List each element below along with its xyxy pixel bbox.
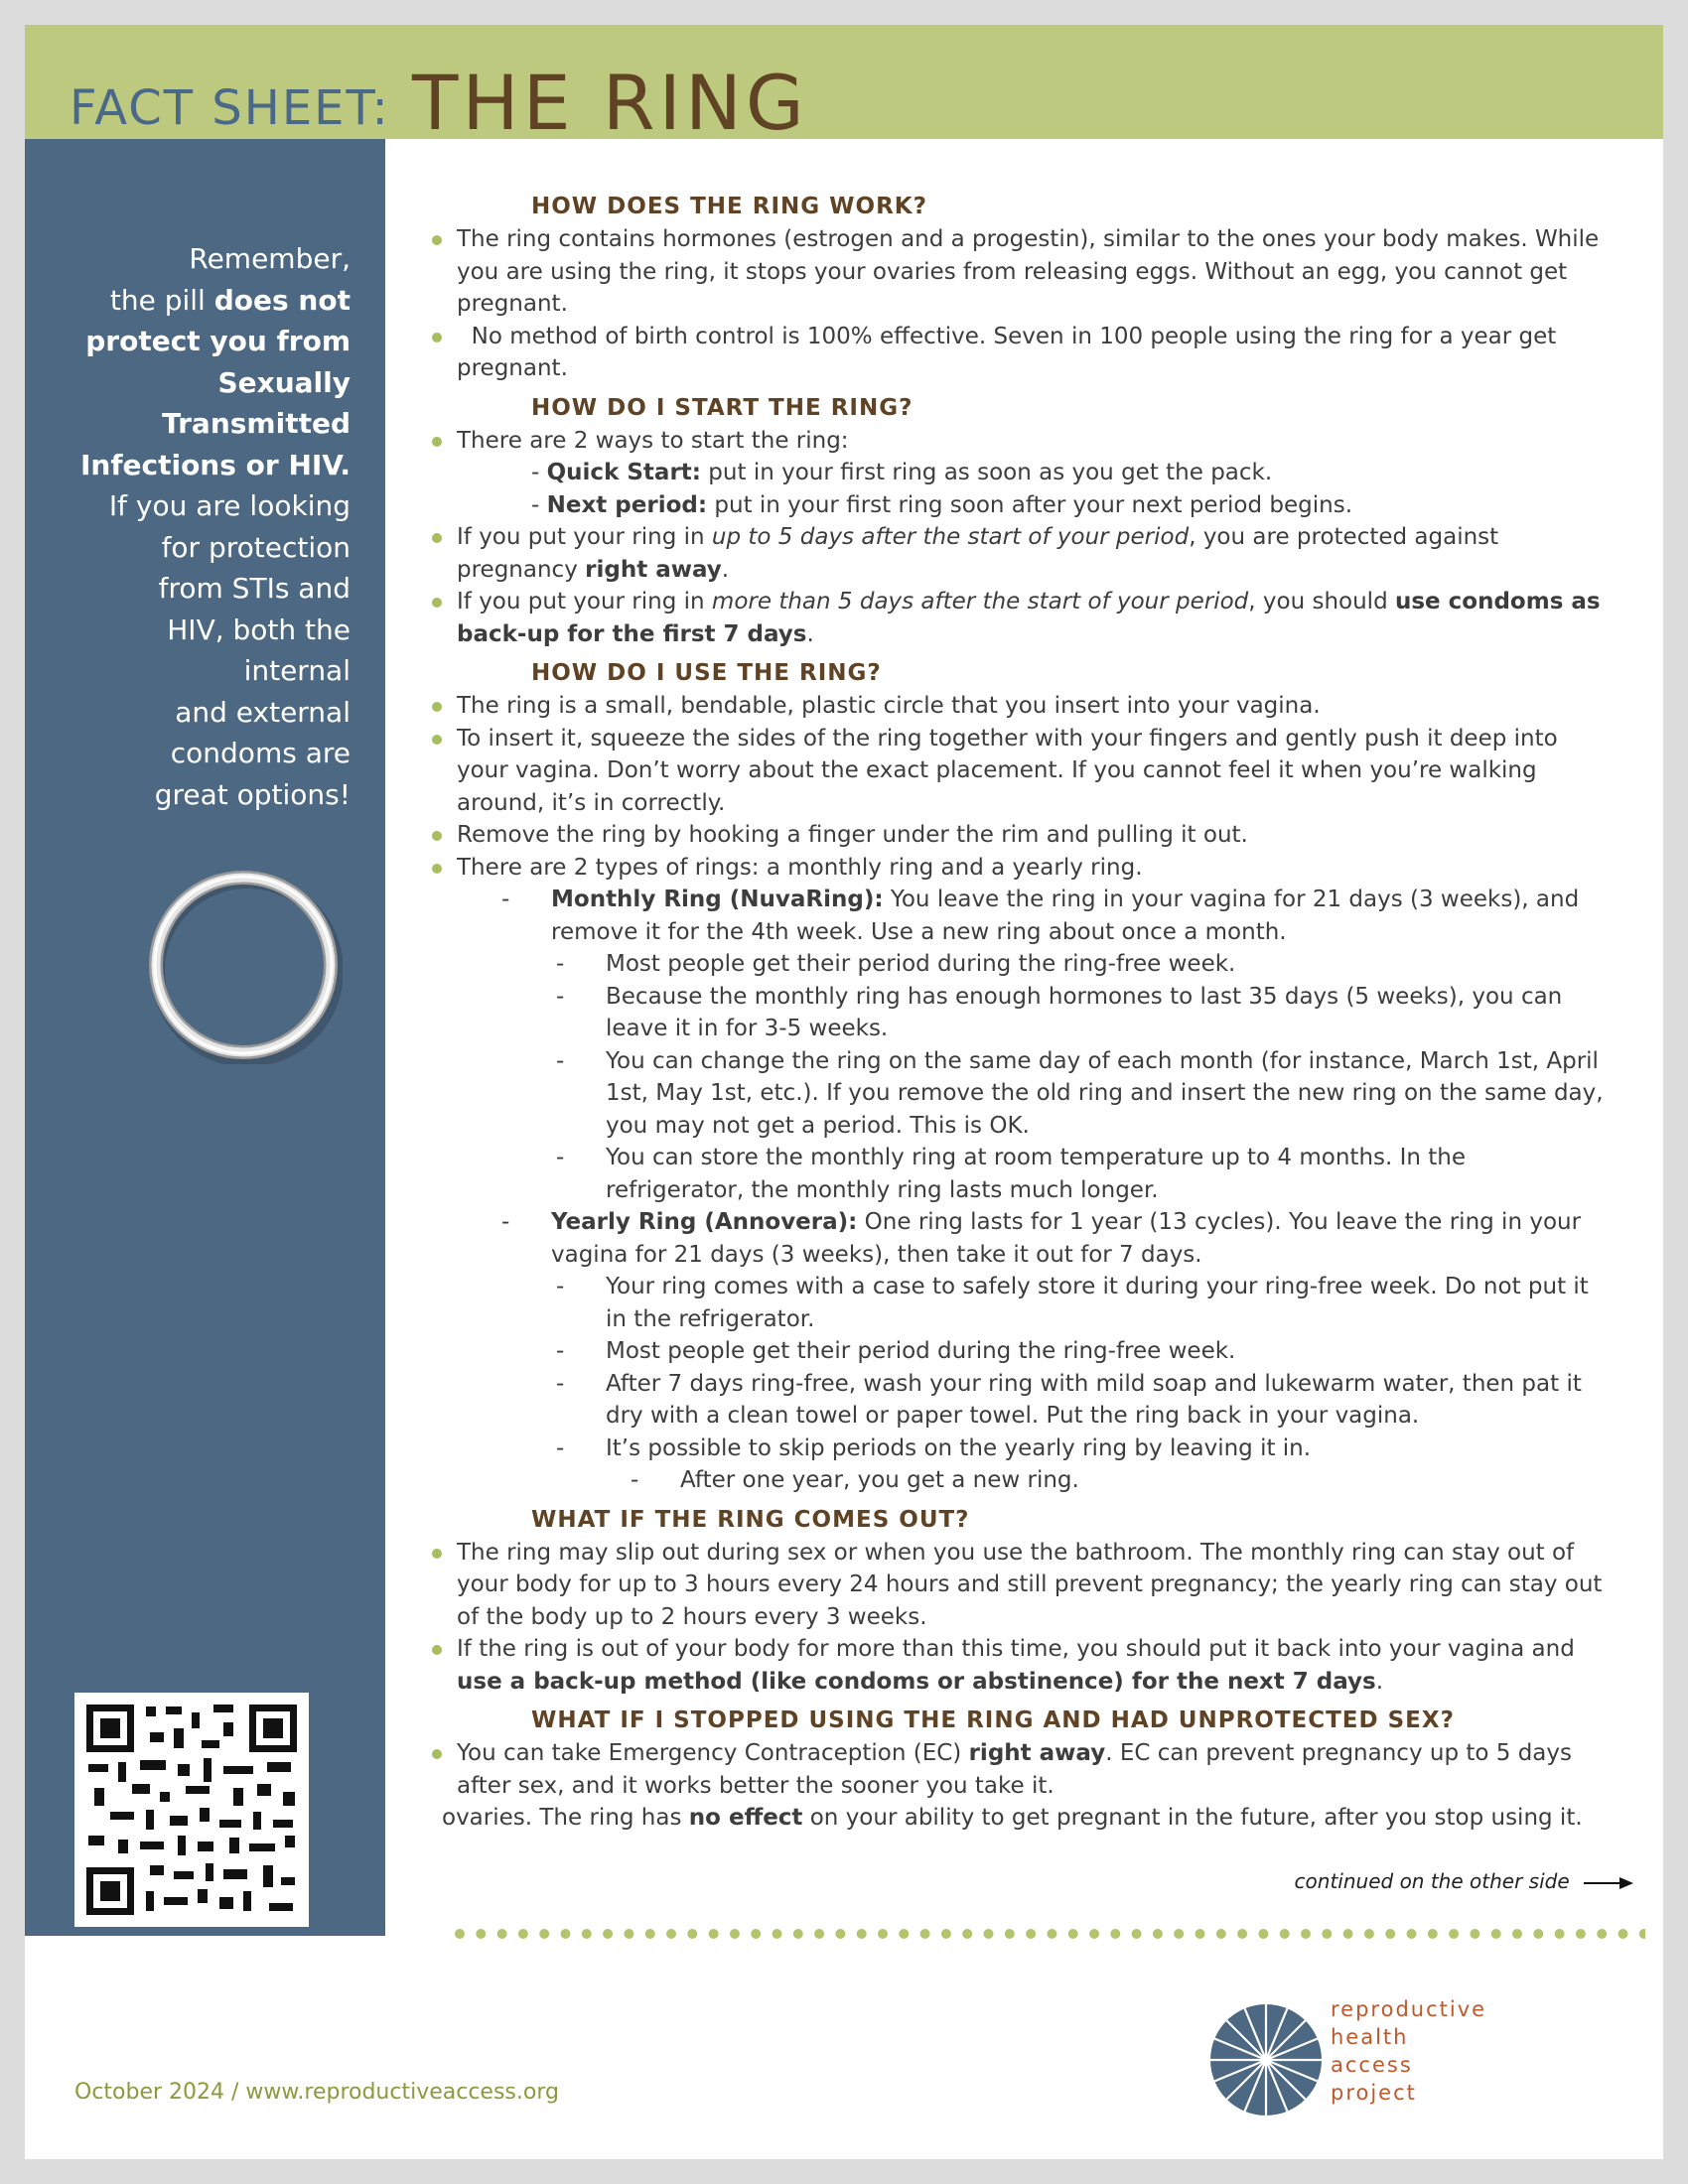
divider-dot [773,1929,782,1939]
note-line: and external [175,695,351,729]
note-line: Infections or HIV. [79,448,351,481]
sidebar-note [53,238,351,815]
divider-dot [1555,1929,1565,1939]
divider-dot [1237,1929,1247,1939]
logo-text: reproductive health access project [1331,1997,1487,2105]
note-line: Remember, [189,242,351,275]
paragraph: ovaries. The ring has no effect on your ability to get pregnant in the future, after you stop using it. [442,1805,1583,1831]
header-prefix: FACT SHEET: [70,80,390,136]
divider-dot [603,1929,613,1939]
divider-dot [518,1929,528,1939]
note-line: Transmitted [162,407,351,440]
divider-dot [624,1929,633,1939]
list-item: No method of birth control is 100% effective. Seven in 100 people using the ring for a year get pregnant. [432,321,1609,385]
note-line: Sexually [217,365,351,399]
page-title: THE RING [412,59,808,147]
section-heading: HOW DO I START THE RING? [531,394,914,421]
divider-dot [1110,1929,1120,1939]
divider-dot [1385,1929,1395,1939]
divider-dot [962,1929,972,1939]
list-subitem: - Your ring comes with a case to safely store it during your ring-free week. Do not put it in the refrigerator. [556,1274,1589,1332]
note-line: internal [243,654,351,687]
divider-dot [1196,1929,1205,1939]
list-item: The ring is a small, bendable, plastic circle that you insert into your vagina. [432,690,1609,723]
divider-dot [899,1929,909,1939]
divider-dot [1449,1929,1459,1939]
section-heading: HOW DO I USE THE RING? [531,660,882,686]
list-subitem: - Monthly Ring (NuvaRing): You leave the ring in your vagina for 21 days (3 weeks), and remove it for the 4th week. Use a new ring about once a month. [501,887,1580,945]
list-item: If you put your ring in more than 5 days after the start of your period, you should use condoms as back-up for the first 7 days. [432,586,1609,650]
divider-dot [1470,1929,1479,1939]
divider-dot [666,1929,676,1939]
list-item: You can take Emergency Contraception (EC) right away. EC can prevent pregnancy up to 5 days after sex, and it works better the sooner you take it. [432,1737,1609,1802]
section-heading: WHAT IF I STOPPED USING THE RING AND HAD UNPROTECTED SEX? [531,1707,1455,1733]
divider-dot [709,1929,719,1939]
list-item: If the ring is out of your body for more than this time, you should put it back into your vagina and use a back-up method (like condoms or abstinence) for the next 7 days. [432,1633,1609,1698]
note-line: for protection [161,530,351,564]
divider-dot [1639,1929,1645,1939]
list-item: There are 2 ways to start the ring: [432,425,1609,458]
note-line: great options! [154,777,351,811]
section-heading: HOW DOES THE RING WORK? [531,194,927,219]
list-subitem: - After one year, you get a new ring. [631,1467,1079,1493]
divider-dot [1407,1929,1417,1939]
divider-dot [878,1929,888,1939]
list-subitem: - Next period: put in your first ring soon after your next period begins. [531,491,1353,518]
divider-dot [1132,1929,1142,1939]
divider-dot [1089,1929,1099,1939]
list-item: To insert it, squeeze the sides of the ring together with your fingers and gently push it deep into your vagina. Don’t worry about the exact placement. If you cannot feel it when you’re walking around, it’s in correctly. [432,723,1609,820]
divider-dot [1216,1929,1226,1939]
divider-dot [984,1929,994,1939]
divider-dot [1280,1929,1290,1939]
divider-dot [1258,1929,1268,1939]
divider-dot [1005,1929,1015,1939]
list-subitem: - Because the monthly ring has enough hormones to last 35 days (5 weeks), you can leave it in for 3-5 weeks. [556,983,1563,1041]
divider-dot [539,1929,549,1939]
list-subitem: - After 7 days ring-free, wash your ring with mild soap and lukewarm water, then pat it dry with a clean towel or paper towel. Put the ring back in your vagina. [556,1370,1582,1429]
note-line: condoms are [170,737,351,769]
divider-dot [1068,1929,1078,1939]
divider-dot [1153,1929,1163,1939]
list-subitem: - Quick Start: put in your first ring as soon as you get the pack. [531,460,1273,485]
qr-code [74,1693,309,1927]
list-item: Remove the ring by hooking a finger under the rim and pulling it out. [432,819,1609,852]
logo-starburst-icon [1206,2000,1326,2119]
list-item: If you put your ring in up to 5 days after the start of your period, you are protected against pregnancy right away. [432,521,1609,586]
note-line: the pill does not [109,283,351,317]
list-item: The ring may slip out during sex or when you use the bathroom. The monthly ring can stay out of your body for up to 3 hours every 24 hours and still prevent pregnancy; the yearly ring can stay out of the body up to 2 hours every 3 weeks. [432,1537,1609,1634]
list-item: There are 2 types of rings: a monthly ring and a yearly ring. [432,852,1609,885]
divider-dot [835,1929,845,1939]
divider-dot [645,1929,655,1939]
divider-dot [476,1929,486,1939]
note-line: HIV, both the [167,613,351,646]
list-subitem: - You can change the ring on the same day of each month (for instance, March 1st, April 1st, May 1st, etc.). If you remove the old ring and insert the new ring on the same day, you may not get a period. This is OK. [556,1047,1604,1139]
continued-note: continued on the other side [1295,1869,1633,1893]
divider-dot [814,1929,824,1939]
divider-dot [1174,1929,1184,1939]
divider-dot [1322,1929,1332,1939]
divider-dot [751,1929,761,1939]
divider-dot [1576,1929,1586,1939]
divider-dot [1533,1929,1543,1939]
note-line: from STIs and [158,572,351,605]
divider-dot [582,1929,592,1939]
list-subitem: - Yearly Ring (Annovera): One ring lasts for 1 year (13 cycles). You leave the ring in your vagina for 21 days (3 weeks), then take it out for 7 days. [501,1209,1582,1268]
list-subitem: - Most people get their period during the ring-free week. [556,1338,1236,1364]
list-subitem: - You can store the monthly ring at room temperature up to 4 months. In the refrigerator, the monthly ring lasts much longer. [556,1145,1467,1203]
divider-dot [455,1929,465,1939]
divider-dot [497,1929,507,1939]
header-band [25,25,1663,147]
divider-dot [793,1929,803,1939]
arrow-right-icon [1584,1875,1633,1891]
divider-dot [857,1929,867,1939]
divider-dot [1364,1929,1374,1939]
divider-dot [1491,1929,1501,1939]
divider-dot [1597,1929,1607,1939]
divider-dot [561,1929,571,1939]
main-content [432,184,1609,1835]
divider-dot [1301,1929,1311,1939]
rhap-logo [1206,1995,1663,2134]
divider-dot [920,1929,930,1939]
divider-dot [687,1929,697,1939]
ring-image [144,866,343,1064]
divider-dot [941,1929,951,1939]
list-subitem: - Most people get their period during the ring-free week. [556,951,1236,977]
footer-date-url: October 2024 / www.reproductiveaccess.org [74,2080,559,2105]
note-line: If you are looking [108,489,351,522]
sidebar [25,139,385,1936]
dotted-divider [454,1928,1645,1940]
divider-dot [1343,1929,1353,1939]
list-item: The ring contains hormones (estrogen and a progestin), similar to the ones your body makes. While you are using the ring, it stops your ovaries from releasing eggs. Without an egg, you cannot get pregnant. [432,223,1609,321]
divider-dot [1026,1929,1036,1939]
list-subitem: - It’s possible to skip periods on the yearly ring by leaving it in. [556,1434,1312,1461]
divider-dot [1047,1929,1056,1939]
divider-dot [1512,1929,1522,1939]
divider-dot [730,1929,740,1939]
fact-sheet-page [25,25,1663,2159]
divider-dot [1428,1929,1438,1939]
divider-dot [1618,1929,1628,1939]
note-line: protect you from [85,325,351,357]
section-heading: WHAT IF THE RING COMES OUT? [531,1506,970,1533]
